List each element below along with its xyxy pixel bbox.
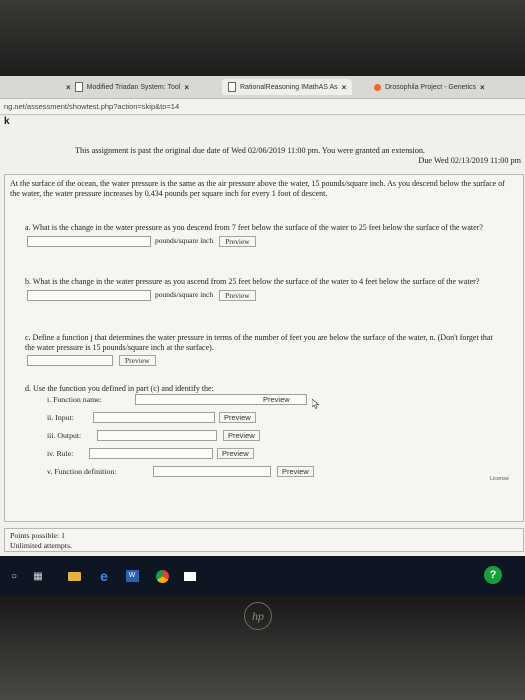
- rule-answer-input[interactable]: [89, 448, 213, 459]
- document-icon: [75, 82, 83, 92]
- notice-due-date: Due Wed 02/13/2019 11:00 pm: [418, 156, 521, 165]
- part-a-answer-input[interactable]: [27, 236, 151, 247]
- question-intro: At the surface of the ocean, the water pressure is the same as the air pressure above the water, 15 pounds/square inch. As you descend below the surface of the water, the water pressure increases by 0.434 pounds per square inch for every 1 foot of descent.: [10, 179, 505, 198]
- points-possible: Points possible: 1: [10, 531, 66, 540]
- document-icon: [228, 82, 236, 92]
- unit-label: pounds/square inch: [155, 236, 214, 246]
- rule-label: iv. Rule:: [47, 449, 74, 458]
- notice-line: This assignment is past the original due date of Wed 02/06/2019 11:00 pm. You were granted an extension.: [75, 146, 425, 155]
- part-c-text: c. Define a function j that determines the water pressure in terms of the number of feet you are below the surface of the water, n. (Don't forget that the water pressure is 15 pounds/square inch at the surface).: [25, 333, 493, 352]
- laptop-bezel-bottom: [0, 596, 525, 700]
- function-definition-input[interactable]: [153, 466, 271, 477]
- mouse-cursor-icon: [312, 399, 320, 409]
- tab-label: Drosophila Project - Genetics: [385, 83, 477, 91]
- search-icon[interactable]: ○: [10, 570, 18, 582]
- edge-browser-icon[interactable]: e: [100, 568, 108, 584]
- help-icon[interactable]: ?: [484, 566, 502, 584]
- word-icon[interactable]: W: [124, 568, 140, 584]
- chrome-icon[interactable]: [154, 568, 170, 584]
- tab-modified-triadan[interactable]: [60, 79, 195, 95]
- browser-tab-bar: [0, 76, 525, 99]
- part-c-answer-input[interactable]: [27, 355, 113, 366]
- part-b-text: b. What is the change in the water pressure as you ascend from 25 feet below the surface of the water to 4 feet below the surface of the water?: [25, 277, 480, 286]
- close-icon[interactable]: ×: [480, 82, 485, 92]
- tab-rational-reasoning[interactable]: [222, 79, 352, 95]
- task-view-icon[interactable]: ▦: [33, 570, 43, 582]
- points-info: [4, 528, 524, 552]
- part-a-preview-button[interactable]: Preview: [219, 236, 256, 247]
- function-definition-preview-button[interactable]: Preview: [277, 466, 314, 477]
- address-bar[interactable]: ng.net/assessment/showtest.php?action=skip&to=14: [0, 99, 525, 115]
- output-preview-button[interactable]: Preview: [223, 430, 260, 441]
- tab-label: RationalReasoning IMathAS As: [240, 83, 338, 91]
- part-d-text: d. Use the function you defined in part (c) and identify the:: [25, 384, 214, 393]
- input-label: ii. Input:: [47, 413, 74, 422]
- file-explorer-icon[interactable]: [66, 568, 82, 584]
- part-b: [25, 277, 505, 301]
- close-icon[interactable]: ×: [66, 82, 71, 92]
- tab-drosophila[interactable]: [368, 79, 491, 95]
- part-b-preview-button[interactable]: Preview: [219, 290, 256, 301]
- part-c: [25, 333, 505, 366]
- page-content: [0, 116, 525, 556]
- output-label: iii. Output:: [47, 431, 82, 440]
- part-b-answer-input[interactable]: [27, 290, 151, 301]
- license-link[interactable]: License: [490, 476, 509, 482]
- due-date-notice: [75, 146, 523, 166]
- output-answer-input[interactable]: [97, 430, 217, 441]
- hp-logo: hp: [244, 602, 272, 630]
- function-definition-label: v. Function definition:: [47, 467, 117, 476]
- screen: [0, 76, 525, 596]
- laptop-bezel-top: [0, 0, 525, 80]
- unit-label: pounds/square inch: [155, 290, 214, 300]
- mail-icon[interactable]: [182, 568, 198, 584]
- windows-taskbar: [0, 556, 525, 596]
- tab-label: Modified Triadan System: Tool: [86, 83, 181, 91]
- site-favicon-icon: [374, 84, 381, 91]
- part-d: [25, 384, 505, 394]
- page-heading-fragment: k: [4, 116, 10, 127]
- attempts-info: Unlimited attempts.: [10, 540, 72, 550]
- part-a-text: a. What is the change in the water pressure as you descend from 7 feet below the surface of the water to 25 feet below the surface of the water?: [25, 223, 483, 232]
- input-answer-input[interactable]: [93, 412, 215, 423]
- close-icon[interactable]: ×: [341, 82, 347, 92]
- rule-preview-button[interactable]: Preview: [217, 448, 254, 459]
- question-panel: [4, 174, 524, 522]
- input-preview-button[interactable]: Preview: [219, 412, 256, 423]
- function-name-preview-button[interactable]: Preview: [259, 394, 294, 405]
- function-name-label: i. Function name:: [47, 395, 102, 404]
- part-c-preview-button[interactable]: Preview: [119, 355, 156, 366]
- close-icon[interactable]: ×: [184, 82, 189, 92]
- part-a: [25, 223, 505, 247]
